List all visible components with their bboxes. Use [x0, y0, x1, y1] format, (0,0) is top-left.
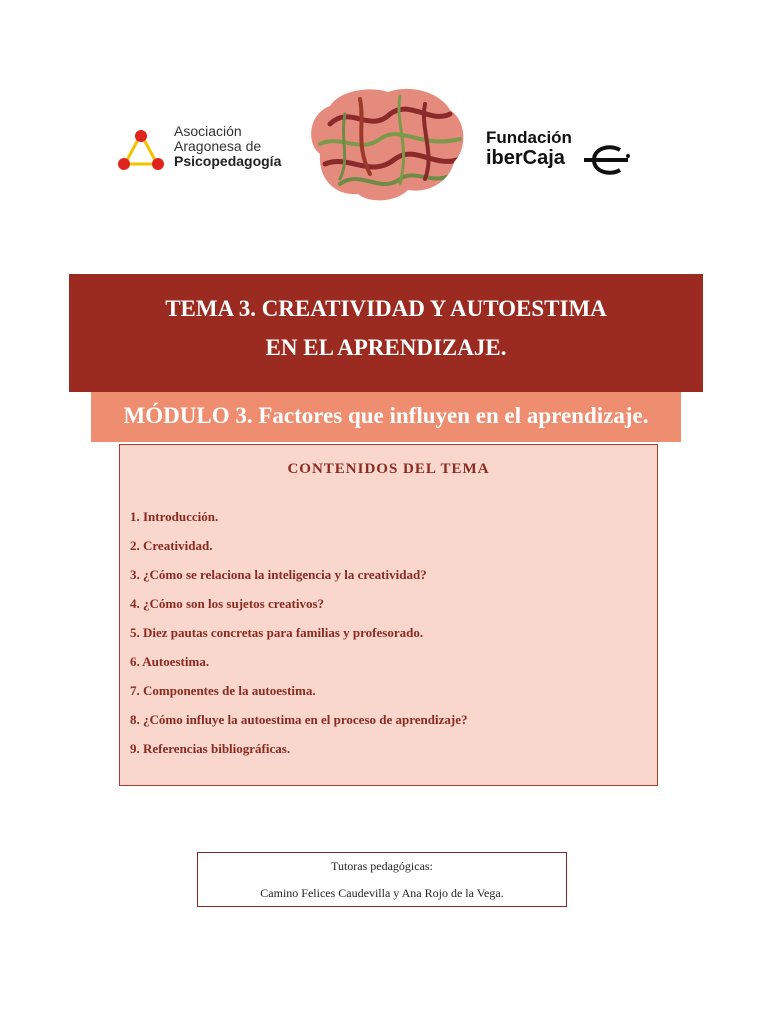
tutors-label: Tutoras pedagógicas:: [331, 859, 433, 873]
tutors-names: Camino Felices Caudevilla y Ana Rojo de la Vega.: [260, 886, 504, 900]
contents-heading: CONTENIDOS DEL TEMA: [287, 461, 490, 477]
list-item: 3. ¿Cómo se relaciona la inteligencia y la creatividad?: [130, 567, 427, 582]
list-item: 2. Creatividad.: [130, 538, 213, 553]
asociacion-line1: Asociación: [174, 123, 242, 139]
tutors-box: [197, 852, 567, 907]
title-line2: EN EL APRENDIZAJE.: [265, 335, 507, 360]
brain-word-cloud-icon: [300, 84, 468, 206]
list-item: 8. ¿Cómo influye la autoestima en el proceso de aprendizaje?: [130, 712, 468, 727]
asociacion-logo-icon: [118, 128, 164, 172]
module-banner: [91, 392, 681, 442]
list-item: 6. Autoestima.: [130, 654, 210, 669]
list-item: 9. Referencias bibliográficas.: [130, 741, 291, 756]
title-line1: TEMA 3. CREATIVIDAD Y AUTOESTIMA: [165, 296, 607, 321]
list-item: 1. Introducción.: [130, 509, 219, 524]
list-item: 5. Diez pautas concretas para familias y profesorado.: [130, 625, 424, 640]
module-label: MÓDULO 3. Factores que influyen en el aprendizaje.: [123, 403, 649, 428]
asociacion-line2: Aragonesa de: [174, 138, 262, 154]
list-item: 4. ¿Cómo son los sujetos creativos?: [130, 596, 325, 611]
asociacion-logo: [118, 124, 288, 176]
ibercaja-emblem-icon: [584, 144, 634, 176]
contents-box: [119, 444, 658, 786]
fundacion-line2: iberCaja: [486, 147, 565, 169]
asociacion-line3: Psicopedagogía: [174, 153, 282, 169]
title-banner: [69, 274, 703, 392]
fundacion-line1: Fundación: [486, 128, 572, 147]
fundacion-ibercaja-logo: [486, 128, 636, 176]
list-item: 7. Componentes de la autoestima.: [130, 683, 316, 698]
contents-list: [130, 509, 468, 770]
